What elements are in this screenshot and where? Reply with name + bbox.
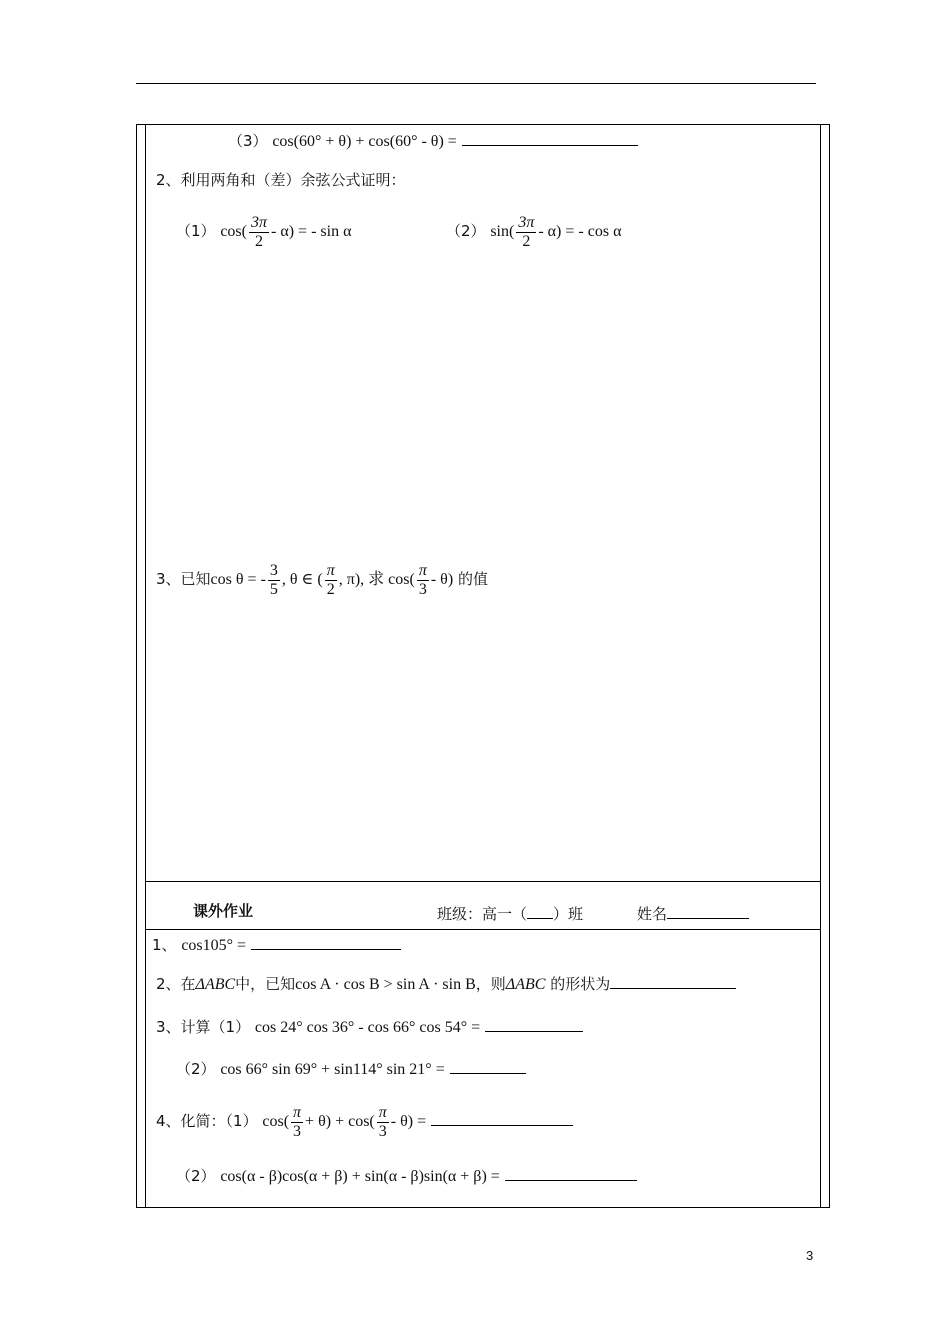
- hw4-a: cos(: [262, 1113, 290, 1131]
- section-divider-bottom: [145, 929, 821, 930]
- q2-part1-lhs: cos(: [220, 223, 247, 241]
- class-field: [437, 904, 583, 922]
- question-2-title: 2、利用两角和（差）余弦公式证明：: [156, 171, 406, 189]
- homework-4-part-2: [176, 1166, 637, 1185]
- q3-prefix: 3、已知: [156, 570, 211, 589]
- hw1-label: 1、: [152, 936, 177, 954]
- exercise-3-label: （3）: [228, 132, 268, 150]
- hw2-triangle-2: ΔABC: [505, 976, 546, 993]
- q3-f2-denominator: 2: [326, 580, 335, 598]
- hw2-prefix: 2、在: [156, 975, 196, 993]
- exercise-3-answer-blank: [462, 131, 638, 146]
- hw3-2-expression: cos 66° sin 69° + sin114° sin 21° =: [220, 1061, 445, 1078]
- page-number: 3: [806, 1248, 814, 1263]
- q2-part2-label: （2）: [446, 222, 486, 241]
- q3-f3-numerator: π: [418, 562, 427, 579]
- q3-end: - θ): [430, 571, 454, 589]
- homework-4: [156, 1104, 573, 1140]
- class-label: 班级：高一（: [437, 905, 528, 923]
- hw2-triangle: ΔABC: [195, 976, 236, 993]
- hw2-answer-blank[interactable]: [610, 974, 736, 989]
- hw4-f1-denominator: 3: [293, 1122, 302, 1140]
- question-2-part-2: [446, 214, 621, 250]
- hw3-2-answer-blank[interactable]: [450, 1059, 526, 1074]
- homework-1: [152, 935, 401, 954]
- q3-fraction-1: [268, 562, 280, 598]
- q2-part1-fraction: [249, 214, 269, 250]
- inner-left-rule: [145, 124, 146, 1208]
- question-2-part-1: [176, 214, 351, 250]
- hw4-answer-blank[interactable]: [431, 1111, 573, 1126]
- exercise-3-expression: cos(60° + θ) + cos(60° - θ) =: [272, 133, 457, 150]
- q3-mid: , θ ∈ (: [281, 571, 323, 589]
- hw4-fraction-2: [377, 1104, 389, 1140]
- question-3: [156, 562, 488, 598]
- name-field: [637, 904, 749, 922]
- q2-part2-rhs: - α) = - cos α: [538, 223, 622, 241]
- hw4-f1-numerator: π: [293, 1104, 302, 1121]
- hw1-answer-blank[interactable]: [251, 935, 401, 950]
- hw4-2-answer-blank[interactable]: [505, 1166, 637, 1181]
- name-label: 姓名: [637, 905, 668, 923]
- homework-2: [156, 974, 736, 993]
- hw3-label: 3、计算（1）: [156, 1018, 251, 1036]
- table-frame: [136, 124, 830, 1208]
- q2-part2-fraction: [516, 214, 536, 250]
- hw4-2-expression: cos(α - β)cos(α + β) + sin(α - β)sin(α + β) =: [220, 1168, 500, 1185]
- hw2-mid: 中，已知: [235, 975, 296, 993]
- q3-fraction-2: [325, 562, 337, 598]
- class-blank[interactable]: [527, 904, 553, 919]
- hw4-2-label: （2）: [176, 1167, 216, 1185]
- inner-right-rule: [820, 124, 821, 1208]
- hw3-answer-blank[interactable]: [485, 1017, 583, 1032]
- q3-f3-denominator: 3: [418, 580, 427, 598]
- q2-part2-lhs: sin(: [490, 223, 515, 241]
- hw2-suffix: 的形状为: [550, 975, 611, 993]
- class-end: ）班: [553, 905, 584, 923]
- q2-part2-denominator: 2: [522, 232, 531, 250]
- hw4-label: 4、化简：（1）: [156, 1112, 258, 1131]
- q2-part1-numerator: 3π: [250, 214, 267, 231]
- homework-title: 课外作业: [193, 902, 254, 920]
- name-blank[interactable]: [667, 904, 749, 919]
- q2-part2-numerator: 3π: [518, 214, 535, 231]
- hw3-2-label: （2）: [176, 1060, 216, 1078]
- q2-part1-denominator: 2: [254, 232, 263, 250]
- hw1-expression: cos105° =: [181, 937, 247, 954]
- section-divider-top: [145, 881, 821, 882]
- q3-cos: cos θ = -: [210, 571, 266, 589]
- hw4-b: + θ) + cos(: [305, 1113, 375, 1131]
- header-rule: [136, 83, 816, 84]
- q3-suffix: 的值: [457, 570, 488, 589]
- homework-3-part-2: [176, 1059, 526, 1078]
- q3-f1-numerator: 3: [269, 562, 278, 579]
- homework-3: [156, 1017, 583, 1036]
- q2-part1-label: （1）: [176, 222, 216, 241]
- q3-f1-denominator: 5: [269, 580, 278, 598]
- q3-mid2: , π), 求 cos(: [338, 571, 415, 589]
- exercise-3-row: [228, 131, 638, 150]
- q3-f2-numerator: π: [326, 562, 335, 579]
- hw4-c: - θ) =: [390, 1113, 427, 1131]
- hw2-expression: cos A · cos B > sin A · sin B: [295, 976, 476, 993]
- hw4-f2-denominator: 3: [378, 1122, 387, 1140]
- hw3-expression: cos 24° cos 36° - cos 66° cos 54° =: [254, 1019, 481, 1036]
- q3-fraction-3: [417, 562, 429, 598]
- q2-part1-rhs: - α) = - sin α: [271, 223, 352, 241]
- hw4-fraction-1: [291, 1104, 303, 1140]
- hw2-mid2: ，则: [475, 975, 506, 993]
- hw4-f2-numerator: π: [378, 1104, 387, 1121]
